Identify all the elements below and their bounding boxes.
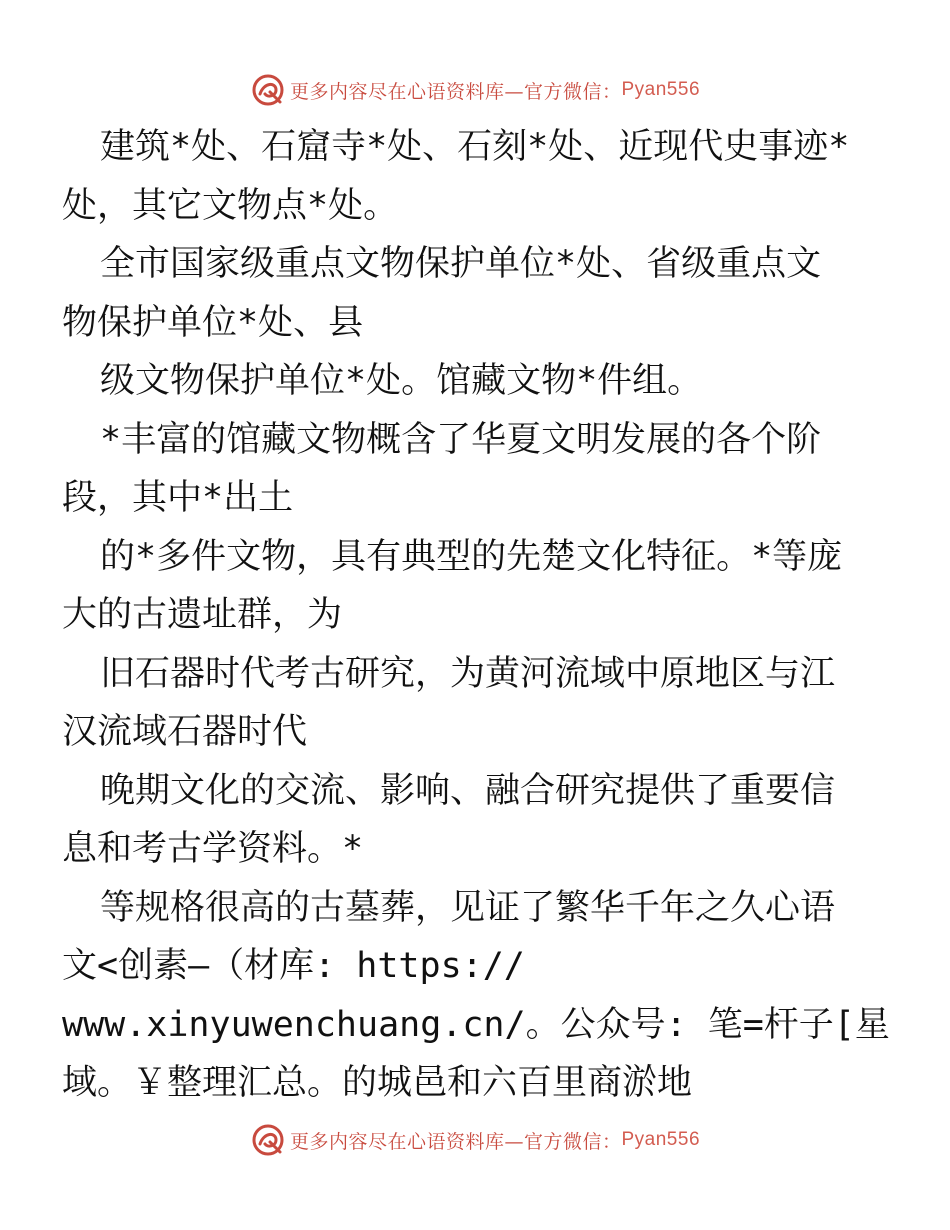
body-line: 大的古遗址群，为 bbox=[62, 595, 343, 635]
header-watermark-handle: Pyan556 bbox=[621, 79, 701, 100]
body-line: 全市国家级重点文物保护单位*处、省级重点文 bbox=[100, 244, 822, 284]
body-line: 息和考古学资料。* bbox=[62, 829, 364, 869]
body-line: 晚期文化的交流、影响、融合研究提供了重要信 bbox=[100, 770, 836, 811]
body-line: 建筑*处、石窟寺*处、石刻*处、近现代史事迹* bbox=[100, 127, 850, 167]
footer-watermark-banner bbox=[0, 1120, 950, 1160]
body-line: 等规格很高的古墓葬，见证了繁华千年之久心语 bbox=[100, 887, 836, 928]
red-swirl-logo-icon bbox=[250, 1122, 286, 1158]
body-line: 汉流域石器时代 bbox=[62, 712, 308, 752]
body-line: www.xinyuwenchuang.cn/。公众号: 笔=杆子[星 bbox=[62, 1004, 890, 1045]
body-line: 文<创素—（材库: https:// bbox=[62, 946, 525, 986]
header-watermark-text: 更多内容尽在心语资料库—官方微信： bbox=[289, 80, 622, 103]
red-swirl-logo-icon bbox=[250, 72, 286, 108]
body-line: 段，其中*出土 bbox=[62, 478, 294, 518]
body-line: 物保护单位*处、县 bbox=[62, 302, 364, 343]
body-line: 处，其它文物点*处。 bbox=[62, 185, 399, 226]
body-line: 的*多件文物，具有典型的先楚文化特征。*等庞 bbox=[100, 536, 843, 577]
body-line: 级文物保护单位*处。馆藏文物*件组。 bbox=[100, 361, 703, 401]
footer-watermark-text: 更多内容尽在心语资料库—官方微信： bbox=[289, 1130, 622, 1153]
header-watermark-banner bbox=[0, 70, 950, 110]
body-line: *丰富的馆藏文物概含了华夏文明发展的各个阶 bbox=[100, 419, 822, 460]
body-line: 旧石器时代考古研究，为黄河流域中原地区与江 bbox=[100, 653, 836, 694]
body-line: 域。￥整理汇总。的城邑和六百里商淤地 bbox=[62, 1063, 693, 1103]
footer-watermark-handle: Pyan556 bbox=[621, 1129, 701, 1150]
document-body bbox=[62, 118, 890, 1113]
